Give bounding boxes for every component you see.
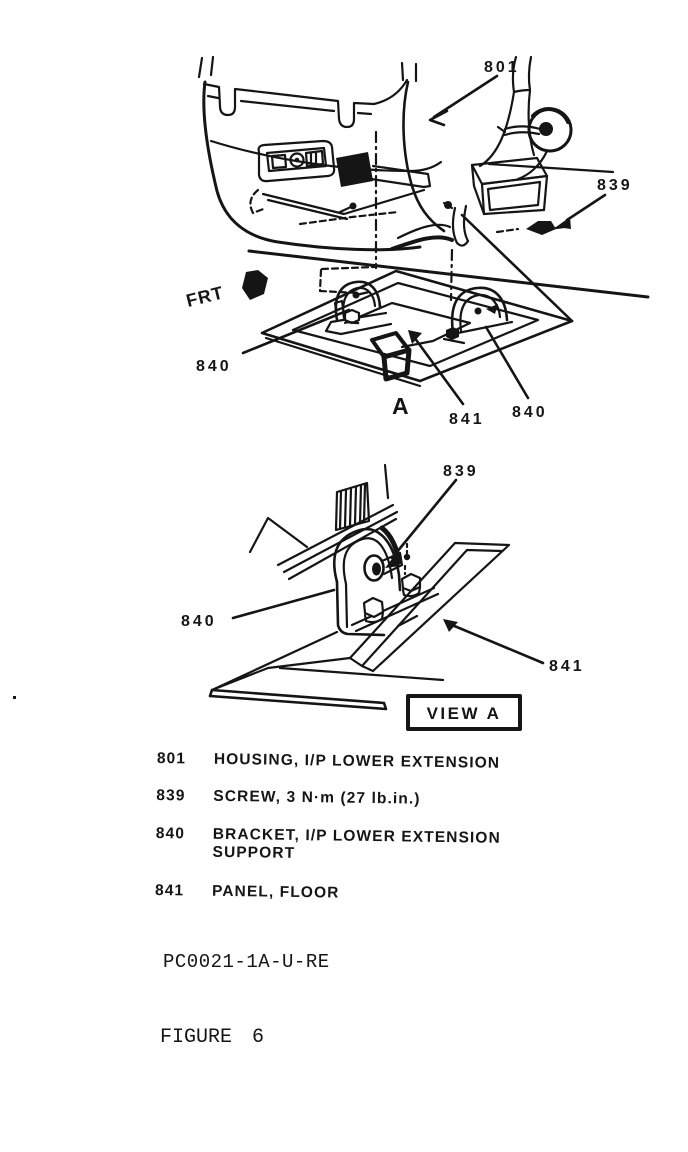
detail-callout-840-leader: [233, 590, 334, 618]
assembly-diagram: [0, 0, 688, 440]
floor-panel-thickness: [266, 338, 420, 386]
housing-top-tabs: [199, 57, 416, 81]
callout-839-leader: [567, 195, 605, 220]
panel-bottom-strip: [210, 690, 386, 709]
face-step-lines: [263, 190, 424, 219]
callout-840-right-leader: [486, 327, 528, 398]
scan-speck: [13, 696, 16, 699]
part-description: SCREW, 3 N·m (27 lb.in.): [213, 787, 421, 808]
legend-row-839: [156, 787, 592, 811]
part-code: PC0021-1A-U-RE: [163, 951, 330, 973]
part-number: 839: [156, 786, 186, 805]
callout-801-label: 801: [484, 59, 520, 76]
ip-bent-line: [250, 518, 307, 552]
vent-grille-fill: [336, 152, 373, 187]
screw-839-detail: [365, 544, 411, 581]
part-number: 840: [155, 824, 186, 843]
view-a-box: [408, 696, 520, 729]
view-a-diagram: [0, 440, 688, 750]
detail-callout-841-label: 841: [549, 658, 585, 675]
screw-839-body: [526, 221, 556, 235]
part-description: PANEL, FLOOR: [211, 882, 340, 902]
callout-839-arrowhead: [556, 217, 571, 229]
housing-channel-inner: [208, 96, 371, 114]
bracket-right-mini-arrow: [486, 304, 498, 314]
housing-top-channel: [204, 80, 407, 127]
bracket-left-bolt-shadow: [346, 322, 358, 323]
detail-callout-839-label: 839: [443, 463, 479, 480]
detail-callout-841-leader: [452, 625, 543, 663]
callout-841-arrowhead: [408, 330, 422, 344]
frt-arrow-icon: [242, 270, 268, 300]
parts-legend: [155, 750, 593, 906]
legend-row-801: [157, 750, 593, 774]
callout-841-leader: [414, 337, 463, 404]
bracket-left-small-bolt: [335, 301, 343, 310]
callout-839-label: 839: [597, 177, 633, 194]
screw-stud-dot: [404, 554, 410, 560]
panel-left-edges: [212, 632, 350, 690]
view-a-marker: A: [392, 393, 409, 419]
panel-rear-edge-line: [249, 251, 648, 297]
part-description: HOUSING, I/P LOWER EXTENSION: [213, 750, 501, 772]
knob-highlight-arc: [533, 109, 568, 122]
detail-callout-840-label: 840: [181, 613, 217, 630]
switch-pod: [259, 141, 335, 181]
housing-right-edge: [403, 82, 444, 231]
floor-panel-detail: [210, 543, 509, 709]
hex-bolt-lower: [364, 598, 383, 617]
frt-indicator: [184, 270, 268, 311]
housing-bottom-right-curve: [392, 237, 452, 249]
view-marker-front-face: [384, 350, 409, 379]
view-a-box-label: VIEW A: [426, 704, 502, 723]
part-number: 841: [154, 881, 185, 900]
part-description: BRACKET, I/P LOWER EXTENSION SUPPORT: [212, 825, 501, 862]
callout-801-leader: [434, 76, 497, 117]
screw-839: [497, 221, 564, 235]
switch-knob-dot: [295, 158, 300, 163]
legend-row-841: [155, 882, 591, 906]
screw-head-core: [372, 563, 381, 576]
part-number: 801: [156, 750, 187, 768]
legend-row-840: [155, 825, 591, 867]
knob-lower-curve: [518, 151, 547, 179]
hex-bolt-upper: [402, 574, 420, 591]
floor-panel-dash-vertical: [451, 250, 452, 300]
callout-841-label: 841: [449, 411, 485, 428]
tab-bottom-hook: [457, 241, 468, 246]
bracket-right-stud-dot: [475, 308, 482, 315]
ip-edge-line: [489, 164, 613, 172]
detail-callout-839-leader: [392, 480, 456, 558]
bracket-inner-edge: [346, 584, 347, 627]
figure-caption: FIGURE 6: [160, 1026, 265, 1049]
frt-label: FRT: [184, 282, 226, 311]
panel-fold-line: [280, 668, 443, 680]
screw-839-axis-dash: [497, 229, 518, 232]
callout-840-left-label: 840: [196, 358, 232, 375]
face-dash-line: [300, 212, 398, 224]
callout-840-right-label: 840: [512, 404, 548, 421]
ip-vertical-line: [385, 465, 388, 498]
tab-edges: [453, 206, 468, 243]
boss-inner-panel: [488, 182, 540, 210]
